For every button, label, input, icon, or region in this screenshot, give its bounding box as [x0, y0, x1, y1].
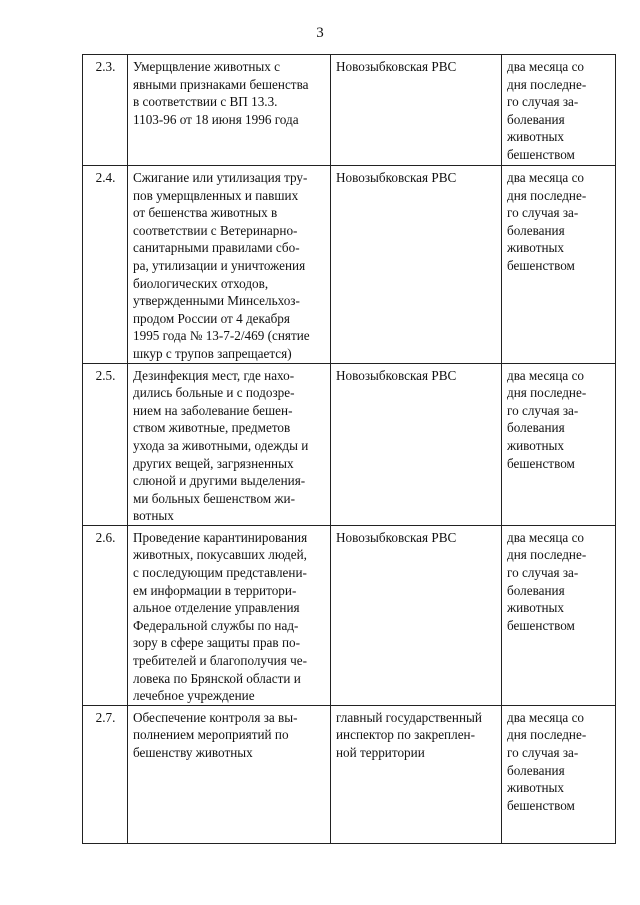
executor-cell [331, 55, 502, 166]
term-line: бешенством [507, 146, 575, 162]
executor-line: инспектор по закреплен- [336, 727, 475, 743]
term-line: болевания [507, 762, 565, 778]
term-line: бешенством [507, 455, 575, 471]
term-line: два месяца со [507, 170, 585, 185]
term-line: бешенством [507, 617, 575, 633]
action-line: утвержденными Минсельхоз- [133, 293, 300, 309]
term-line: животных [507, 600, 564, 616]
executor-line: Новозыбковская РВС [336, 529, 457, 545]
action-line: с последующим представлени- [133, 565, 307, 581]
executor-cell [331, 166, 502, 364]
action-line: 1103-96 от 18 июня 1996 года [133, 111, 299, 127]
term-cell [502, 363, 616, 525]
term-cell [502, 705, 616, 843]
executor-line: Новозыбковская РВС [336, 170, 457, 185]
term-line: бешенством [507, 797, 575, 813]
executor-cell [331, 525, 502, 705]
executor-line: Новозыбковская РВС [336, 367, 457, 383]
term-line: го случая за- [507, 565, 579, 581]
term-line: животных [507, 129, 564, 145]
term-line: животных [507, 240, 564, 256]
row-number: 2.4. [83, 166, 128, 364]
term-line: дня последне- [507, 727, 587, 743]
table-row [83, 363, 616, 525]
action-line: полнением мероприятий по [133, 727, 289, 743]
row-number: 2.5. [83, 363, 128, 525]
term-line: го случая за- [507, 94, 579, 110]
action-cell [128, 55, 331, 166]
term-line: два месяца со [507, 59, 585, 74]
action-line: в соответствии с ВП 13.3. [133, 94, 278, 110]
term-line: болевания [507, 111, 565, 127]
action-line: животных, покусавших людей, [133, 547, 307, 563]
action-line: Умерщвление животных с [133, 59, 281, 74]
term-line: го случая за- [507, 745, 579, 760]
action-line: Сжигание или утилизация тру- [133, 170, 308, 185]
executor-line: главный государственный [336, 709, 482, 725]
term-line: дня последне- [507, 385, 587, 401]
action-line: Федеральной службы по над- [133, 617, 299, 633]
executor-line: Новозыбковская РВС [336, 59, 457, 74]
action-line: слюной и другими выделения- [133, 473, 306, 489]
term-line: животных [507, 437, 564, 453]
action-line: шкур с трупов запрещается) [133, 345, 292, 361]
term-line: болевания [507, 222, 565, 238]
action-line: вотных [133, 508, 174, 524]
action-line: Обеспечение контроля за вы- [133, 709, 298, 725]
term-line: бешенством [507, 257, 575, 273]
row-number: 2.3. [83, 55, 128, 166]
action-line: соответствии с Ветеринарно- [133, 222, 298, 238]
action-line: других вещей, загрязненных [133, 455, 294, 471]
action-line: 1995 года № 13-7-2/469 (снятие [133, 328, 310, 344]
term-line: два месяца со [507, 709, 585, 725]
term-line: два месяца со [507, 367, 585, 383]
term-cell [502, 55, 616, 166]
action-line: ловека по Брянской области и [133, 670, 301, 686]
term-line: дня последне- [507, 187, 587, 203]
term-line: болевания [507, 582, 565, 598]
action-line: явными признаками бешенства [133, 76, 309, 92]
action-line: дились больные и с подозре- [133, 385, 295, 401]
action-line: ством животные, предметов [133, 420, 291, 436]
executor-cell [331, 705, 502, 843]
action-line: Дезинфекция мест, где нахо- [133, 367, 295, 383]
action-line: от бешенства животных в [133, 205, 278, 221]
term-line: животных [507, 780, 564, 796]
action-line: бешенству животных [133, 745, 253, 760]
action-line: санитарными правилами сбо- [133, 240, 300, 256]
action-line: ухода за животными, одежды и [133, 437, 309, 453]
action-cell [128, 363, 331, 525]
table-row [83, 525, 616, 705]
table-row [83, 705, 616, 843]
term-cell [502, 166, 616, 364]
term-line: дня последне- [507, 76, 587, 92]
action-cell [128, 525, 331, 705]
table-row [83, 55, 616, 166]
action-line: ра, утилизации и уничтожения [133, 257, 306, 273]
action-line: ем информации в территори- [133, 582, 297, 598]
action-line: ми больных бешенством жи- [133, 490, 295, 506]
action-cell [128, 166, 331, 364]
action-line: требителей и благополучия че- [133, 653, 307, 669]
term-line: го случая за- [507, 205, 579, 221]
measures-table [82, 54, 616, 844]
action-line: альное отделение управления [133, 600, 300, 616]
action-line: нием на заболевание бешен- [133, 402, 293, 418]
executor-line: ной территории [336, 745, 425, 760]
action-line: пов умерщвленных и павших [133, 187, 299, 203]
table-row [83, 166, 616, 364]
term-cell [502, 525, 616, 705]
row-number: 2.7. [83, 705, 128, 843]
page-number: 3 [316, 25, 324, 41]
action-cell [128, 705, 331, 843]
action-line: продом России от 4 декабря [133, 310, 290, 326]
term-line: болевания [507, 420, 565, 436]
term-line: дня последне- [507, 547, 587, 563]
action-line: зору в сфере защиты прав по- [133, 635, 300, 651]
term-line: два месяца со [507, 529, 585, 545]
row-number: 2.6. [83, 525, 128, 705]
executor-cell [331, 363, 502, 525]
action-line: Проведение карантинирования [133, 529, 308, 545]
action-line: биологических отходов, [133, 275, 269, 291]
term-line: го случая за- [507, 402, 579, 418]
action-line: лечебное учреждение [133, 688, 255, 704]
